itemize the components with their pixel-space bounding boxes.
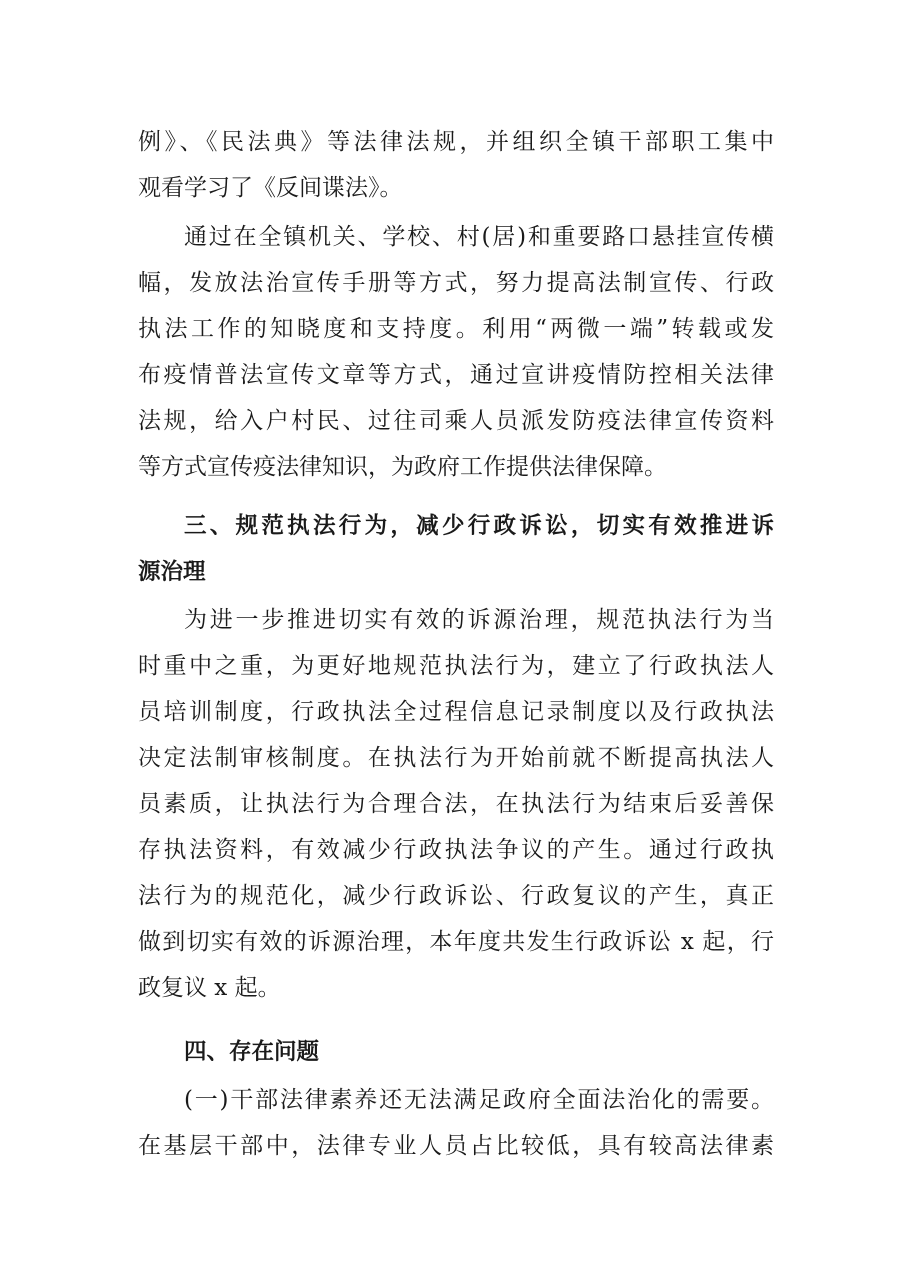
heading-line: 源治理: [138, 559, 206, 585]
paragraph-line: 例》、《民法典》等法律法规，并组织全镇干部职工集中: [138, 129, 774, 155]
paragraph-line: 存执法资料，有效减少行政执法争议的产生。通过行政执: [138, 837, 774, 863]
heading-line: 四、存在问题: [184, 1039, 320, 1065]
paragraph-line: 为进一步推进切实有效的诉源治理，规范执法行为当: [184, 607, 774, 633]
paragraph-line: 等方式宣传疫法律知识，为政府工作提供法律保障。: [138, 454, 667, 480]
paragraph-line: 执法工作的知晓度和支持度。利用“两微一端”转载或发: [138, 316, 774, 342]
paragraph-line: (一)干部法律素养还无法满足政府全面法治化的需要。: [184, 1087, 774, 1113]
paragraph-line: 做到切实有效的诉源治理，本年度共发生行政诉讼 x 起，行: [138, 929, 774, 955]
paragraph-line: 在基层干部中，法律专业人员占比较低，具有较高法律素: [138, 1133, 774, 1159]
paragraph-line: 通过在全镇机关、学校、村(居)和重要路口悬挂宣传横: [184, 224, 774, 250]
paragraph-line: 员素质，让执法行为合理合法，在执法行为结束后妥善保: [138, 791, 774, 817]
paragraph-line: 时重中之重，为更好地规范执法行为，建立了行政执法人: [138, 653, 774, 679]
paragraph-line: 决定法制审核制度。在执法行为开始前就不断提高执法人: [138, 745, 774, 771]
paragraph-line: 法规，给入户村民、过往司乘人员派发防疫法律宣传资料: [138, 408, 774, 434]
section-heading-4: [138, 1029, 774, 1075]
paragraph-1: [138, 119, 774, 211]
heading-line: 三、规范执法行为，减少行政诉讼，切实有效推进诉: [184, 513, 774, 539]
paragraph-line: 观看学习了《反间谍法》。: [138, 175, 403, 201]
paragraph-line: 法行为的规范化，减少行政诉讼、行政复议的产生，真正: [138, 883, 774, 909]
paragraph-2: [138, 214, 774, 490]
paragraph-line: 政复议 x 起。: [138, 975, 281, 1001]
paragraph-line: 布疫情普法宣传文章等方式，通过宣讲疫情防控相关法律: [138, 362, 774, 388]
paragraph-3: [138, 597, 774, 1011]
section-heading-3: [138, 503, 774, 595]
paragraph-line: 员培训制度，行政执法全过程信息记录制度以及行政执法: [138, 699, 774, 725]
paragraph-4: [138, 1077, 774, 1169]
paragraph-line: 幅，发放法治宣传手册等方式，努力提高法制宣传、行政: [138, 270, 774, 296]
